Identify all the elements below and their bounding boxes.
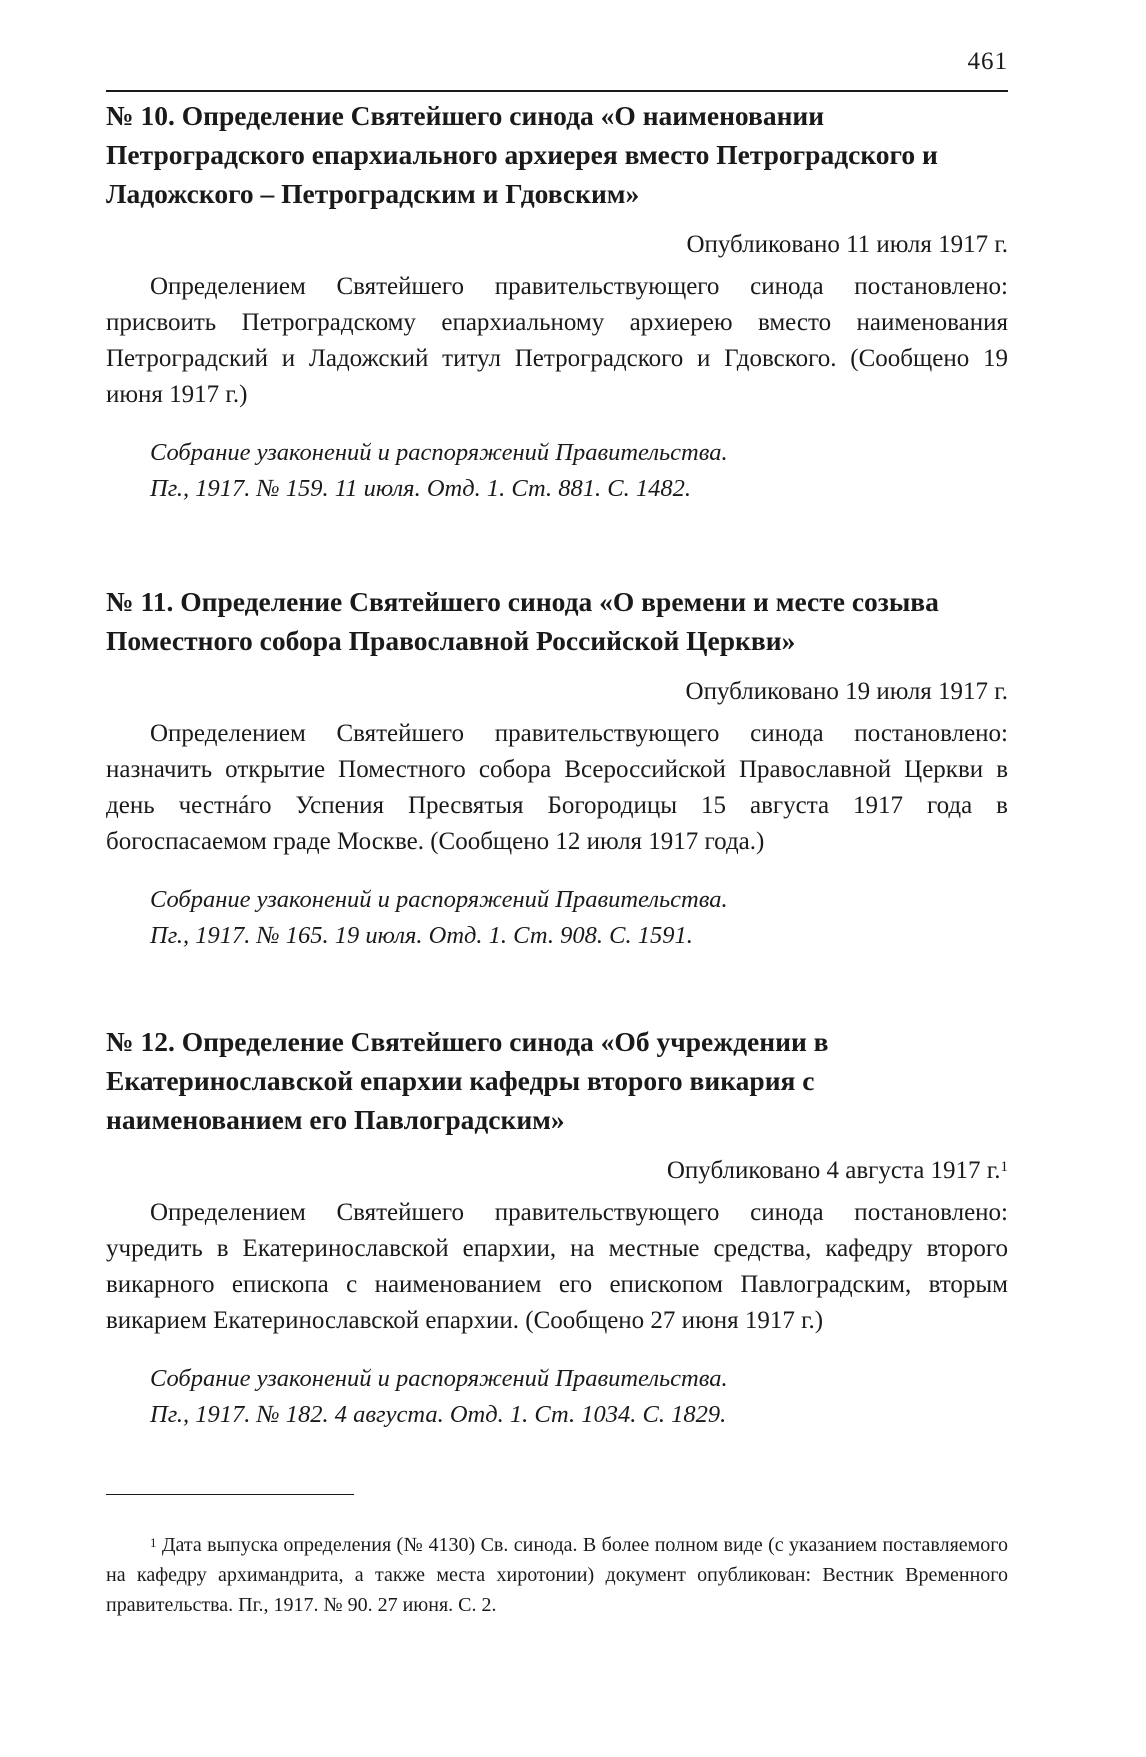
footnote-marker: 1 bbox=[1000, 1159, 1008, 1175]
page-number: 461 bbox=[967, 48, 1008, 75]
publication-date-text: Опубликовано 19 июля 1917 г. bbox=[685, 678, 1008, 705]
document-11 bbox=[106, 582, 1008, 954]
source-line-2: Пг., 1917. № 159. 11 июля. Отд. 1. Ст. 881. С. 1482. bbox=[150, 475, 691, 502]
document-title: № 11. Определение Святейшего синода «О времени и месте созыва Поместного собора Православной Российской Церкви» bbox=[106, 586, 939, 656]
document-title: № 10. Определение Святейшего синода «О наименовании Петроградского епархиального архиерея вместо Петроградского и Ладожского – Петроградским и Гдовским» bbox=[106, 100, 938, 209]
document-source bbox=[150, 1361, 1008, 1433]
header-rule bbox=[106, 90, 1008, 92]
publication-date bbox=[106, 674, 1008, 710]
source-line-1: Собрание узаконений и распоряжений Правительства. bbox=[150, 1365, 728, 1392]
footnote-number: 1 bbox=[150, 1535, 157, 1550]
footnote-rule bbox=[106, 1494, 354, 1495]
publication-date bbox=[106, 1153, 1008, 1189]
document-body: Определением Святейшего правительствующего синода постановлено: присвоить Петроградскому епархиальному архиерею вместо наименования Петроградский и Ладожский титул Петроградского и Гдовского. (Сообщено 19 июня 1917 г.) bbox=[106, 273, 1008, 408]
document-body: Определением Святейшего правительствующего синода постановлено: учредить в Екатеринославской епархии, на местные средства, кафедру второго викарного епископа с наименованием его епископом Павлоградским, вторым викарием Екатеринославской епархии. (Сообщено 27 июня 1917 г.) bbox=[106, 1199, 1008, 1334]
footnote bbox=[106, 1530, 1008, 1620]
source-line-2: Пг., 1917. № 165. 19 июля. Отд. 1. Ст. 908. С. 1591. bbox=[150, 922, 693, 949]
publication-date-text: Опубликовано 11 июля 1917 г. bbox=[686, 231, 1008, 258]
document-10 bbox=[106, 96, 1008, 507]
document-source bbox=[150, 882, 1008, 954]
document-source bbox=[150, 435, 1008, 507]
footnote-text: Дата выпуска определения (№ 4130) Св. синода. В более полном виде (с указанием поставляемого на кафедру архимандрита, а также места хиротонии) документ опубликован: Вестник Временного правительства. Пг., 1917. № 90. 27 июня. С. 2. bbox=[106, 1534, 1008, 1616]
publication-date bbox=[106, 227, 1008, 263]
source-line-2: Пг., 1917. № 182. 4 августа. Отд. 1. Ст. 1034. С. 1829. bbox=[150, 1401, 727, 1428]
document-12 bbox=[106, 1022, 1008, 1433]
source-line-1: Собрание узаконений и распоряжений Правительства. bbox=[150, 439, 728, 466]
publication-date-text: Опубликовано 4 августа 1917 г. bbox=[666, 1157, 1001, 1184]
document-title: № 12. Определение Святейшего синода «Об учреждении в Екатеринославской епархии кафедры второго викария с наименованием его Павлоградским» bbox=[106, 1026, 829, 1135]
source-line-1: Собрание узаконений и распоряжений Правительства. bbox=[150, 886, 728, 913]
document-body: Определением Святейшего правительствующего синода постановлено: назначить открытие Поместного собора Всероссийской Православной Церкви в день честнáго Успения Пресвятыя Богородицы 15 августа 1917 года в богоспасаемом граде Москве. (Сообщено 12 июля 1917 года.) bbox=[106, 720, 1008, 855]
